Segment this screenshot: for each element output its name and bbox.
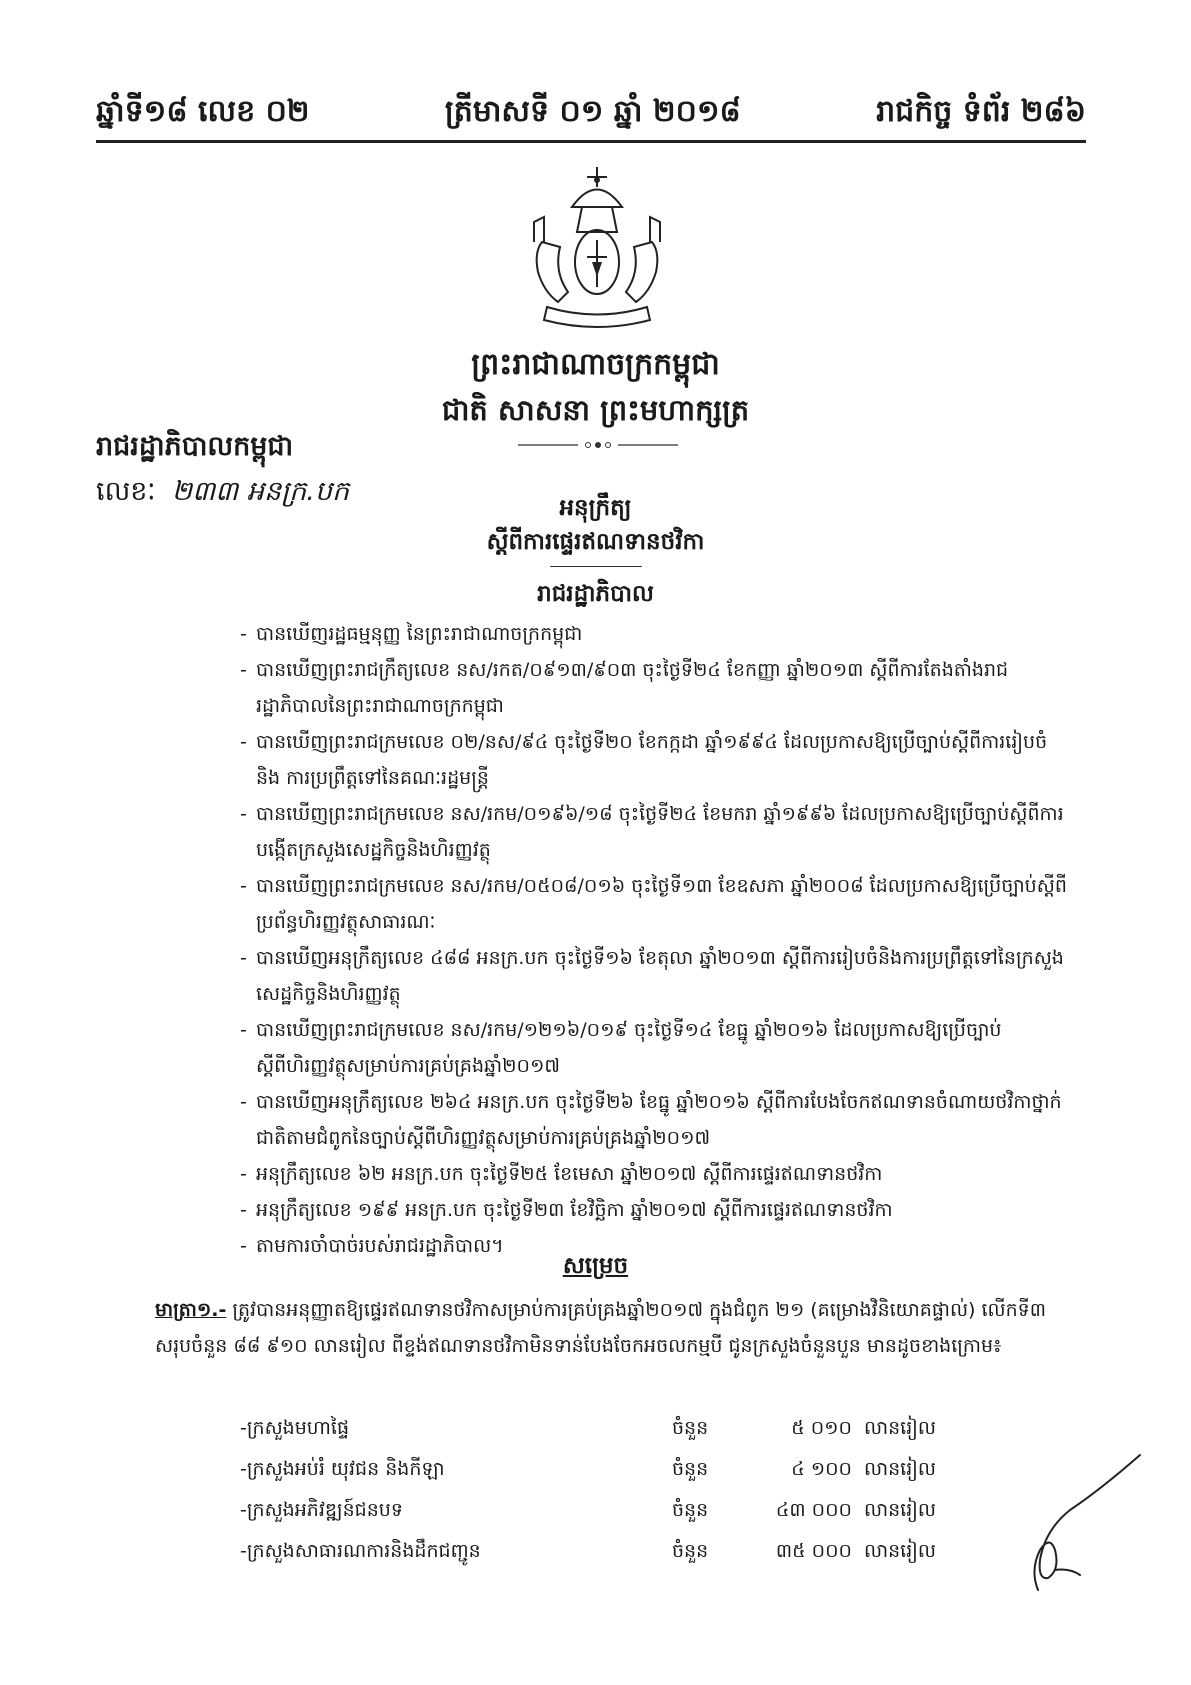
kingdom-motto: ជាតិ សាសនា ព្រះមហាក្សត្រ xyxy=(441,393,750,427)
allocation-row xyxy=(240,1408,940,1449)
allocation-ministry: -ក្រសួងអប់រំ យុវជន និងកីឡា xyxy=(240,1458,445,1480)
allocation-unit: លានរៀល xyxy=(864,1540,936,1562)
consideration-item: - បានឃើញព្រះរាជក្រមលេខ នស/រកម/០៥០៨/០១៦ ចុះថ្ងៃទី១៣ ខែឧសភា ឆ្នាំ២០០៨ ដែលប្រកាសឱ្យប្រើច្បាប់ស្តីពីប្រព័ន្ធហិរញ្ញវត្ថុសាធារណៈ xyxy=(240,868,1070,940)
allocation-count-label: ចំនួន xyxy=(672,1458,709,1480)
subject-divider xyxy=(550,566,642,567)
allocation-ministry: -ក្រសួងសាធារណការនិងដឹកជញ្ជូន xyxy=(240,1540,481,1562)
issuing-body-heading: រាជរដ្ឋាភិបាល xyxy=(537,581,654,607)
article-1 xyxy=(155,1292,1070,1364)
article-1-label: មាត្រា១.- xyxy=(155,1299,227,1321)
allocation-amount: ៥ ០១០ xyxy=(791,1417,852,1439)
article-1-text: ត្រូវបានអនុញ្ញាតឱ្យផ្ទេរឥណទានថវិកាសម្រាប់ការគ្រប់គ្រងឆ្នាំ២០១៧ ក្នុងជំពូក ២១ (គម្រោងវិនិយោគផ្ទាល់) លើកទី៣ សរុបចំនួន ៨៨ ៩១០ លានរៀល ពីខ្ទង់ឥណទានថវិកាមិនទាន់បែងចែកអចលកម្មបី ជូនក្រសួងចំនួនបួន មានដូចខាងក្រោម៖ xyxy=(155,1299,1046,1357)
allocation-row xyxy=(240,1531,940,1572)
signature-icon xyxy=(1000,1450,1150,1600)
decree-ref-label: លេខៈ xyxy=(96,476,156,507)
allocation-unit: លានរៀល xyxy=(864,1458,936,1480)
allocation-row xyxy=(240,1490,940,1531)
decision-heading: សម្រេច xyxy=(562,1253,629,1279)
header-divider xyxy=(96,140,1086,143)
kingdom-title: ព្រះរាជាណាចក្រកម្ពុជា xyxy=(471,347,720,382)
gazette-header xyxy=(96,92,1086,136)
decree-ref-number: ២៣៣ អនក្រ.បក xyxy=(171,476,350,507)
allocation-amount: ៤៣ ០០០ xyxy=(775,1499,852,1521)
allocation-list xyxy=(240,1408,940,1572)
consideration-item: - បានឃើញអនុក្រឹត្យលេខ ២៦៤ អនក្រ.បក ចុះថ្ងៃទី២៦ ខែធ្នូ ឆ្នាំ២០១៦ ស្តីពីការបែងចែកឥណទានចំណាយថវិកាថ្នាក់ជាតិតាមជំពូកនៃច្បាប់ស្តីពីហិរញ្ញវត្ថុសម្រាប់ការគ្រប់គ្រងឆ្នាំ២០១៧ xyxy=(240,1084,1070,1156)
consideration-item: - បានឃើញព្រះរាជក្រមលេខ នស/រកម/០១៩៦/១៨ ចុះថ្ងៃទី២៤ ខែមករា ឆ្នាំ១៩៩៦ ដែលប្រកាសឱ្យប្រើច្បាប់ស្តីពីការបង្កើតក្រសួងសេដ្ឋកិច្ចនិងហិរញ្ញវត្ថុ xyxy=(240,796,1070,868)
consideration-item: - បានឃើញអនុក្រឹត្យលេខ ៤៨៨ អនក្រ.បក ចុះថ្ងៃទី១៦ ខែតុលា ឆ្នាំ២០១៣ ស្តីពីការរៀបចំនិងការប្រព្រឹត្តទៅនៃក្រសួងសេដ្ឋកិច្ចនិងហិរញ្ញវត្ថុ xyxy=(240,940,1070,1012)
allocation-unit: លានរៀល xyxy=(864,1417,936,1439)
decree-type: អនុក្រឹត្យ xyxy=(559,495,632,521)
issuing-government: រាជរដ្ឋាភិបាលកម្ពុជា xyxy=(96,431,294,462)
allocation-ministry: -ក្រសួងអភិវឌ្ឍន៍ជនបទ xyxy=(240,1499,403,1521)
consideration-item: - អនុក្រឹត្យលេខ ៦២ អនក្រ.បក ចុះថ្ងៃទី២៥ ខែមេសា ឆ្នាំ២០១៧ ស្តីពីការផ្ទេរឥណទានថវិកា xyxy=(240,1156,1070,1192)
allocation-count-label: ចំនួន xyxy=(672,1540,709,1562)
allocation-amount: ៣៥ ០០០ xyxy=(775,1540,852,1562)
allocation-count-label: ចំនួន xyxy=(672,1417,709,1439)
decree-subject: ស្តីពីការផ្ទេរឥណទានថវិកា xyxy=(486,529,705,555)
consideration-item: - បានឃើញព្រះរាជក្រមលេខ នស/រកម/១២១៦/០១៩ ចុះថ្ងៃទី១៤ ខែធ្នូ ឆ្នាំ២០១៦ ដែលប្រកាសឱ្យប្រើច្បាប់ស្តីពីហិរញ្ញវត្ថុសម្រាប់ការគ្រប់គ្រងឆ្នាំ២០១៧ xyxy=(240,1012,1070,1084)
allocation-unit: លានរៀល xyxy=(864,1499,936,1521)
considerations-list xyxy=(240,616,1070,1264)
gazette-page: រាជកិច្ច ទំព័រ ២៨៦ xyxy=(876,94,1086,129)
consideration-item: - បានឃើញព្រះរាជក្រឹត្យលេខ នស/រកត/០៩១៣/៩០៣ ចុះថ្ងៃទី២៤ ខែកញ្ញា ឆ្នាំ២០១៣ ស្តីពីការតែងតាំងរាជរដ្ឋាភិបាលនៃព្រះរាជាណាចក្រកម្ពុជា xyxy=(240,652,1070,724)
gazette-quarter: ត្រីមាសទី ០១ ឆ្នាំ ២០១៨ xyxy=(444,94,741,129)
gazette-year-issue: ឆ្នាំទី១៨ លេខ ០២ xyxy=(96,94,310,129)
allocation-count-label: ចំនួន xyxy=(672,1499,709,1521)
allocation-ministry: -ក្រសួងមហាផ្ទៃ xyxy=(240,1417,349,1439)
royal-coat-of-arms-icon xyxy=(512,162,682,332)
ornament-divider-icon xyxy=(518,438,678,452)
allocation-row xyxy=(240,1449,940,1490)
consideration-item: - តាមការចាំបាច់របស់រាជរដ្ឋាភិបាល។ xyxy=(240,1228,1070,1264)
consideration-item: - អនុក្រឹត្យលេខ ១៩៩ អនក្រ.បក ចុះថ្ងៃទី២៣ ខែវិច្ឆិកា ឆ្នាំ២០១៧ ស្តីពីការផ្ទេរឥណទានថវិកា xyxy=(240,1192,1070,1228)
consideration-item: - បានឃើញរដ្ឋធម្មនុញ្ញ នៃព្រះរាជាណាចក្រកម្ពុជា xyxy=(240,616,1070,652)
allocation-amount: ៤ ១០០ xyxy=(791,1458,852,1480)
consideration-item: - បានឃើញព្រះរាជក្រមលេខ ០២/នស/៩៤ ចុះថ្ងៃទី២០ ខែកក្កដា ឆ្នាំ១៩៩៤ ដែលប្រកាសឱ្យប្រើច្បាប់ស្តីពីការរៀបចំ និង ការប្រព្រឹត្តទៅនៃគណៈរដ្ឋមន្ត្រី xyxy=(240,724,1070,796)
